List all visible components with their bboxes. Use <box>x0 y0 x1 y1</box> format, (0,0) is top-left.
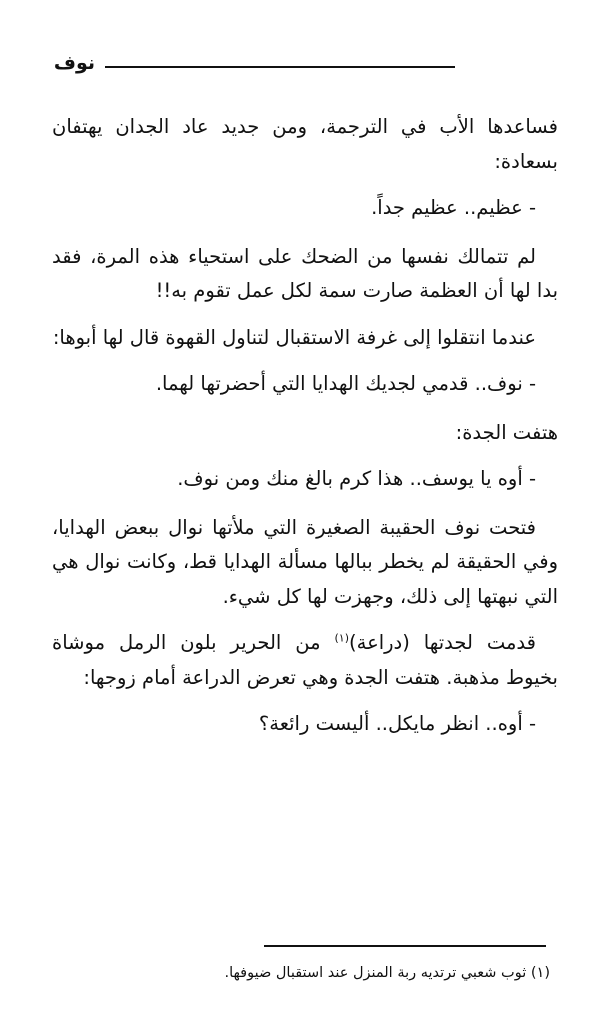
footnote-text: ثوب شعبي ترتديه ربة المنزل عند استقبال ضيوفها. <box>224 965 527 981</box>
dialogue-4: - أوه.. انظر مايكل.. أليست رائعة؟ <box>258 712 536 735</box>
footnote <box>40 962 550 984</box>
dialogue-2: - نوف.. قدمي لجديك الهدايا التي أحضرتها لهما. <box>155 372 536 395</box>
footnote-marker: (١) <box>530 965 550 981</box>
footnote-rule <box>264 945 546 947</box>
dialogue-3: - أوه يا يوسف.. هذا كرم بالغ منك ومن نوف. <box>177 467 536 490</box>
paragraph-6 <box>52 626 558 695</box>
paragraph-4: هتفت الجدة: <box>455 420 558 444</box>
paragraph-3: عندما انتقلوا إلى غرفة الاستقبال لتناول القهوة قال لها أبوها: <box>52 325 536 349</box>
running-header-title: نوف <box>53 52 95 74</box>
running-header <box>0 52 610 82</box>
paragraph-5: فتحت نوف الحقيبة الصغيرة التي ملأتها نوال ببعض الهدايا، وفي الحقيقة لم يخطر ببالها مسألة الهدايا قط، وكانت نوال هي التي نبهتها إلى ذلك، وجهزت لها كل شيء. <box>52 515 558 608</box>
page-body <box>52 110 558 756</box>
dialogue-1: - عظيم.. عظيم جداً. <box>371 196 536 219</box>
paragraph-2: لم تتمالك نفسها من الضحك على استحياء هذه المرة، فقد بدا لها أن العظمة صارت سمة لكل عمل تقوم به!! <box>52 244 558 302</box>
paragraph-6-before: قدمت لجدتها (دراعة) <box>349 631 536 654</box>
paragraph-1: فساعدها الأب في الترجمة، ومن جديد عاد الجدان يهتفان بسعادة: <box>52 115 558 173</box>
paragraph-6-after: من الحرير بلون الرمل موشاة بخيوط مذهبة. هتفت الجدة وهي تعرض الدراعة أمام زوجها: <box>52 631 558 689</box>
header-rule <box>105 66 455 68</box>
footnote-reference: (١) <box>334 631 350 645</box>
